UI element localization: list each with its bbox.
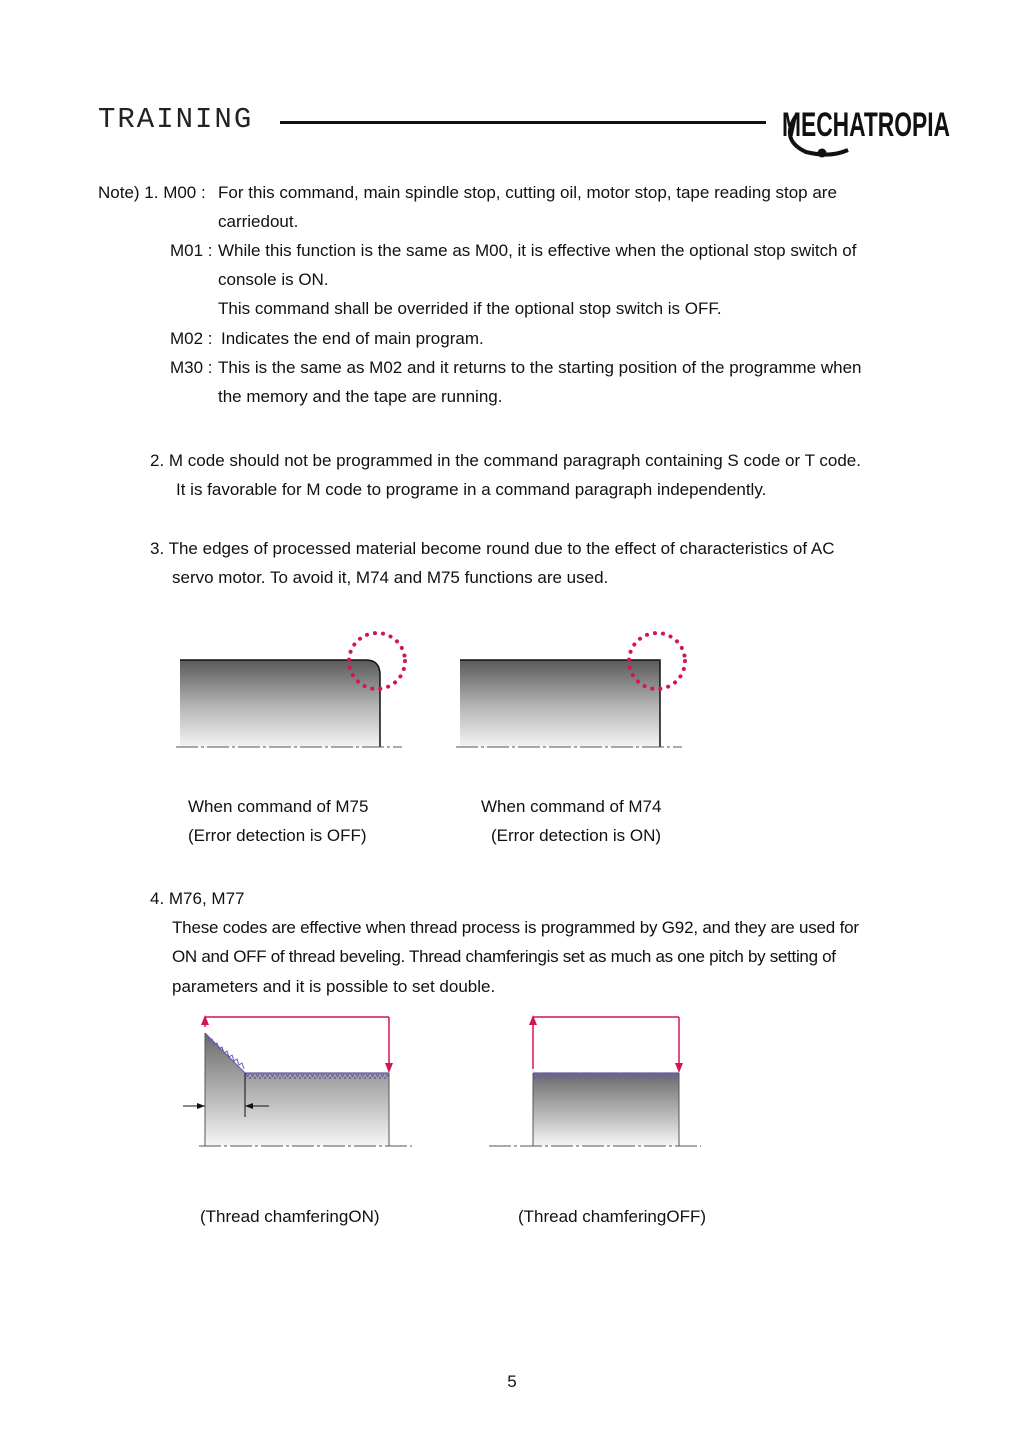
note-2-line-1: 2. M code should not be programmed in the command paragraph containing S code or T code. [150,451,861,470]
note-m30-code: M30 : [170,358,213,377]
thread-off-workpiece [489,1015,701,1146]
note-m01-line-2: console is ON. [218,270,329,289]
page-number: 5 [507,1372,517,1391]
note-m30-line-1: This is the same as M02 and it returns to the starting position of the programme when [218,358,862,377]
note-m02-line-1: Indicates the end of main program. [221,329,484,348]
note-4-title: 4. M76, M77 [150,889,245,908]
note-1-prefix: Note) 1. M00 : [98,183,206,202]
note-m01-code: M01 : [170,241,213,260]
m75-caption-line-2: (Error detection is OFF) [188,826,367,845]
thread-on-workpiece [183,1015,412,1146]
logo-text: MECHATROPIA [782,106,950,144]
m74-workpiece [456,633,685,747]
m74-caption-line-1: When command of M74 [481,797,662,816]
thread-figures [175,1005,715,1155]
m74-caption-line-2: (Error detection is ON) [491,826,662,845]
note-m30-line-2: the memory and the tape are running. [218,387,503,406]
note-3-line-2: servo motor. To avoid it, M74 and M75 functions are used. [172,568,609,587]
note-m02-code: M02 : [170,329,213,348]
note-3-line-1: 3. The edges of processed material become round due to the effect of characteristics of AC [150,539,835,558]
note-m00-line-1: For this command, main spindle stop, cutting oil, motor stop, tape reading stop are [218,183,837,202]
note-2-line-2: It is favorable for M code to programe in a command paragraph independently. [176,480,767,499]
note-4-line-2: ON and OFF of thread beveling. Thread chamferingis set as much as one pitch by setting of [172,947,836,966]
note-m00-line-2: carriedout. [218,212,299,231]
header-rule [280,121,766,124]
m75-workpiece [176,633,405,747]
note-m01-line-1: While this function is the same as M00, it is effective when the optional stop switch of [218,241,857,260]
thread-off-caption: (Thread chamferingOFF) [518,1207,706,1226]
thread-on-caption: (Thread chamferingON) [200,1207,380,1226]
m75-caption-line-1: When command of M75 [188,797,369,816]
mechatropia-logo [776,96,954,162]
note-4-line-3: parameters and it is possible to set double. [172,977,496,996]
page-title: TRAINING [98,103,254,136]
note-m01-line-3: This command shall be overrided if the optional stop switch is OFF. [218,299,722,318]
note-4-line-1: These codes are effective when thread process is programmed by G92, and they are used for [172,918,859,937]
corner-figures [170,625,700,760]
